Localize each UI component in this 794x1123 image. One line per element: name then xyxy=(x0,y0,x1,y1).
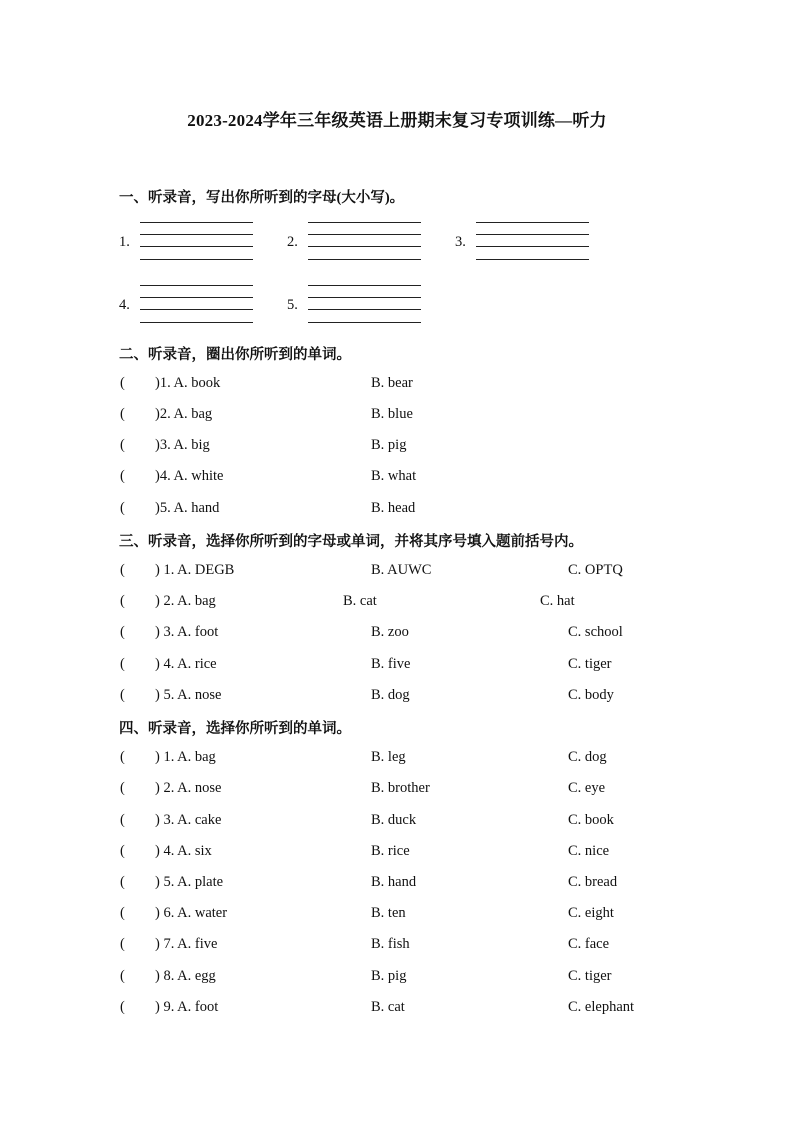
option-c: C. hat xyxy=(540,593,575,609)
answer-paren[interactable]: ( xyxy=(120,468,125,484)
answer-paren[interactable]: ( xyxy=(120,656,125,672)
letter-item-1-number: 1. xyxy=(119,234,130,250)
option-c: C. body xyxy=(568,687,614,703)
option-a: )2. A. bag xyxy=(155,406,213,422)
option-b: B. duck xyxy=(371,812,417,828)
option-c: C. eight xyxy=(568,905,614,921)
letter-item-5-number: 5. xyxy=(287,297,298,313)
option-a: ) 1. A. DEGB xyxy=(155,562,235,578)
option-a: ) 1. A. bag xyxy=(155,749,216,765)
option-a: ) 5. A. nose xyxy=(155,687,222,703)
answer-paren[interactable]: ( xyxy=(120,749,125,765)
option-b: B. what xyxy=(371,468,417,484)
option-b: B. fish xyxy=(371,936,410,952)
answer-paren[interactable]: ( xyxy=(120,593,125,609)
option-b: B. rice xyxy=(371,843,410,859)
answer-paren[interactable]: ( xyxy=(120,936,125,952)
option-a: ) 5. A. plate xyxy=(155,874,224,890)
answer-paren[interactable]: ( xyxy=(120,999,125,1015)
option-c: C. school xyxy=(568,624,623,640)
option-c: C. book xyxy=(568,812,614,828)
section1-heading: 一、听录音，写出你所听到的字母(大小写)。 xyxy=(119,190,405,206)
option-b: B. head xyxy=(371,500,416,516)
answer-paren[interactable]: ( xyxy=(120,500,125,516)
answer-paren[interactable]: ( xyxy=(120,780,125,796)
option-b: B. bear xyxy=(371,375,413,391)
option-a: ) 9. A. foot xyxy=(155,999,219,1015)
letter-item-2-number: 2. xyxy=(287,234,298,250)
option-b: B. leg xyxy=(371,749,406,765)
option-c: C. eye xyxy=(568,780,606,796)
option-c: C. elephant xyxy=(568,999,635,1015)
answer-paren[interactable]: ( xyxy=(120,562,125,578)
option-b: B. dog xyxy=(371,687,410,703)
answer-paren[interactable]: ( xyxy=(120,812,125,828)
option-c: C. nice xyxy=(568,843,610,859)
option-b: B. hand xyxy=(371,874,417,890)
page-title: 2023-2024学年三年级英语上册期末复习专项训练—听力 xyxy=(187,111,607,130)
option-a: ) 4. A. six xyxy=(155,843,212,859)
option-b: B. five xyxy=(371,656,411,672)
option-a: ) 2. A. nose xyxy=(155,780,222,796)
option-a: ) 6. A. water xyxy=(155,905,228,921)
letter-item-3-number: 3. xyxy=(455,234,466,250)
option-c: C. OPTQ xyxy=(568,562,623,578)
option-a: ) 2. A. bag xyxy=(155,593,216,609)
answer-paren[interactable]: ( xyxy=(120,874,125,890)
letter-item-4-number: 4. xyxy=(119,297,130,313)
answer-paren[interactable]: ( xyxy=(120,687,125,703)
option-b: B. cat xyxy=(343,593,377,609)
answer-paren[interactable]: ( xyxy=(120,843,125,859)
option-a: ) 8. A. egg xyxy=(155,968,216,984)
answer-paren[interactable]: ( xyxy=(120,375,125,391)
answer-paren[interactable]: ( xyxy=(120,406,125,422)
answer-paren[interactable]: ( xyxy=(120,624,125,640)
option-c: C. dog xyxy=(568,749,607,765)
option-b: B. AUWC xyxy=(371,562,432,578)
option-b: B. pig xyxy=(371,968,407,984)
option-c: C. face xyxy=(568,936,610,952)
option-b: B. ten xyxy=(371,905,406,921)
option-a: ) 7. A. five xyxy=(155,936,218,952)
option-a: )5. A. hand xyxy=(155,500,220,516)
option-a: )3. A. big xyxy=(155,437,210,453)
section4-heading: 四、听录音，选择你所听到的单词。 xyxy=(119,721,351,737)
option-b: B. brother xyxy=(371,780,430,796)
answer-paren[interactable]: ( xyxy=(120,437,125,453)
option-a: )4. A. white xyxy=(155,468,224,484)
option-b: B. blue xyxy=(371,406,413,422)
option-b: B. zoo xyxy=(371,624,409,640)
answer-paren[interactable]: ( xyxy=(120,905,125,921)
section2-heading: 二、听录音，圈出你所听到的单词。 xyxy=(119,347,351,363)
option-a: ) 3. A. cake xyxy=(155,812,222,828)
option-a: )1. A. book xyxy=(155,375,221,391)
option-a: ) 4. A. rice xyxy=(155,656,217,672)
option-a: ) 3. A. foot xyxy=(155,624,219,640)
option-c: C. tiger xyxy=(568,656,612,672)
option-b: B. pig xyxy=(371,437,407,453)
section3-heading: 三、听录音，选择你所听到的字母或单词，并将其序号填入题前括号内。 xyxy=(119,534,583,550)
option-b: B. cat xyxy=(371,999,405,1015)
option-c: C. tiger xyxy=(568,968,612,984)
answer-paren[interactable]: ( xyxy=(120,968,125,984)
option-c: C. bread xyxy=(568,874,618,890)
